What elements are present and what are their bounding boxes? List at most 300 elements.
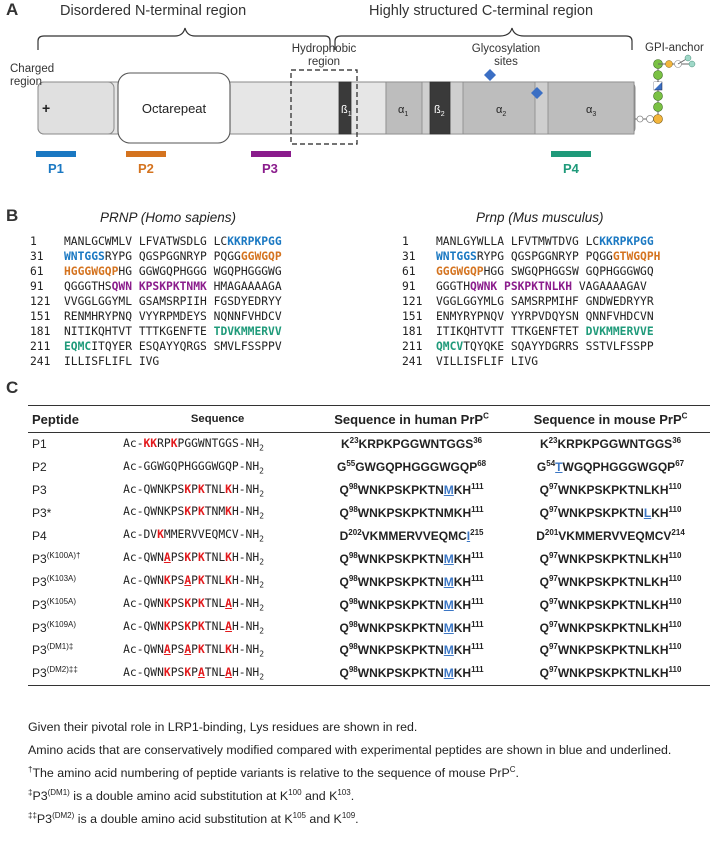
text-segment: 110 (668, 596, 682, 606)
text-segment: Q (339, 506, 349, 521)
text-segment: Q (339, 666, 349, 681)
text-segment: . (515, 766, 519, 780)
header-human-prp: Sequence in human PrP$^C$ (312, 406, 511, 433)
text-segment: WNKPSKPKTN (357, 551, 444, 566)
lysine-residue: K (163, 597, 171, 611)
human-species-title: PRNP (Homo sapiens) (100, 210, 237, 225)
text-segment: 23 (548, 436, 558, 446)
text-segment: P (191, 642, 198, 656)
text-segment: 68 (477, 459, 487, 469)
text-segment: P (191, 665, 198, 679)
text-segment: (DM2) (52, 810, 75, 820)
text-segment: KH (453, 620, 472, 635)
footnote-line (28, 789, 354, 803)
sequence-text: VGGLGGYMLG SAMSRPMIHF GNDWEDRYYR (436, 295, 654, 308)
text-segment: Given their pivotal role in LRP1-binding, Lys residues are shown in red. (28, 720, 418, 734)
text-segment: 97 (548, 642, 558, 652)
text-segment: 110 (668, 619, 682, 629)
alanine-substitution: A (197, 665, 205, 679)
sequence-line (30, 279, 282, 294)
text-segment: H-NH (231, 482, 260, 496)
peptide-table (28, 405, 710, 686)
text-segment: WNKPSKPKTNLKH (557, 483, 669, 498)
text-segment: WGQPHGGGWGQP (562, 460, 676, 475)
lysine-residue: KK (143, 436, 158, 450)
svg-text:ß2: $ß_2$ (434, 104, 445, 118)
highlighted-peptide-blue: KKRPKPGG (227, 235, 282, 248)
text-segment: P3 (32, 574, 47, 589)
lysine-residue: K (225, 574, 232, 588)
footnote-line (28, 766, 519, 780)
text-segment: KH (453, 574, 472, 589)
text-segment: 98 (348, 482, 358, 492)
header-peptide: Peptide (28, 406, 123, 433)
text-segment: KH (453, 643, 472, 658)
lysine-residue: K (184, 619, 192, 633)
modified-residue: M (443, 643, 454, 658)
octarepeat-label: Octarepeat (141, 101, 207, 116)
text-segment: 2 (259, 603, 265, 613)
structured-region-title: Highly structured C-terminal region (369, 3, 594, 19)
mouse-sequence-cell (511, 547, 710, 570)
text-segment: WNKPSKPKTN (357, 666, 444, 681)
sequence-line-number: 211 (30, 340, 51, 353)
alpha2-label: α (496, 104, 503, 116)
sequence-line-number: 61 (30, 265, 44, 278)
text-segment: 55 (346, 459, 356, 469)
text-segment: H-NH (231, 642, 260, 656)
text-segment: H-NH (231, 665, 260, 679)
alanine-substitution: A (225, 597, 232, 611)
text-segment: (K100A)† (46, 550, 81, 560)
text-segment: and K (305, 812, 342, 826)
gpi-anchor-icon (635, 55, 695, 124)
peptide-sequence-cell (123, 547, 312, 570)
lysine-residue: K (163, 574, 171, 588)
text-segment: WNKPSKPKTN (357, 574, 444, 589)
text-segment: Q (539, 551, 549, 566)
text-segment: 111 (471, 619, 484, 629)
text-segment: TNL (204, 551, 226, 565)
peptide-sequence-cell (123, 662, 312, 685)
modified-residue: M (443, 597, 454, 612)
text-segment: VKMMERVVEQMCV (558, 529, 672, 543)
peptide-sequence-cell (123, 456, 312, 479)
human-sequence-cell (312, 456, 511, 479)
sequence-line (402, 264, 660, 279)
text-segment: KRPKPGGWNTGGS (557, 437, 673, 452)
header-mouse-prp: Sequence in mouse PrP$^C$ (511, 406, 710, 433)
table-row (28, 593, 710, 616)
sequence-text: HGG SWGQPHGGSW GQPHGGGWGQ (483, 265, 654, 278)
highlighted-peptide-orange: GGWGQP (240, 250, 282, 263)
alanine-substitution: A (184, 642, 192, 656)
table-row (28, 479, 710, 502)
text-segment: 97 (548, 596, 558, 606)
text-segment: and K (301, 789, 338, 803)
sequence-line-number: 91 (402, 280, 416, 293)
sequence-line (30, 354, 282, 369)
text-segment: KH (651, 506, 669, 521)
sequence-line-number: 181 (30, 325, 51, 338)
lysine-residue: K (157, 528, 164, 542)
text-segment: 110 (668, 665, 682, 675)
human-sequence-cell (312, 662, 511, 685)
p3-label: P3 (262, 161, 278, 176)
panel-a-label: A (6, 0, 19, 19)
text-segment: P (191, 551, 198, 565)
text-segment: 2 (259, 626, 265, 636)
modified-residue: I (466, 529, 471, 543)
text-segment: Ac-QWN (123, 551, 164, 565)
text-segment: WNKPSKPKTN (357, 643, 444, 658)
sequence-line (30, 309, 282, 324)
human-sequence-cell (312, 525, 511, 548)
peptide-name-cell (28, 639, 123, 662)
disordered-region-brace (38, 28, 330, 50)
panel-a-domain-diagram (0, 0, 716, 200)
svg-text:α1: $\alpha_1$ (398, 104, 409, 118)
sequence-line (402, 294, 660, 309)
text-segment: 111 (471, 573, 484, 583)
peptide-sequence-cell (123, 479, 312, 502)
text-segment: K (539, 437, 549, 452)
text-segment: 2 (259, 557, 265, 567)
text-segment: P3 (36, 812, 53, 826)
text-segment: 98 (348, 665, 358, 675)
mouse-sequence-block (402, 234, 660, 369)
sequence-text: RYPG QGSPGGNRYP PQGG (476, 250, 613, 263)
text-segment: Q (339, 483, 349, 498)
sequence-line-number: 31 (30, 250, 44, 263)
text-segment: 2 (259, 649, 265, 659)
text-segment: 103 (337, 787, 351, 797)
peptide-name-cell (28, 593, 123, 616)
text-segment: 97 (548, 505, 558, 515)
text-segment: WNKPSKPKTN (357, 483, 444, 498)
lysine-residue: K (197, 505, 205, 519)
text-segment: 2 (259, 671, 265, 681)
text-segment: (K103A) (46, 573, 77, 583)
table-row (28, 616, 710, 639)
human-sequence-cell (312, 616, 511, 639)
text-segment: Q (539, 666, 549, 681)
sequence-line-number: 1 (30, 235, 37, 248)
sequence-text: ITQYER ESQAYYQRGS SMVLFSSPPV (91, 340, 282, 353)
text-segment: G (536, 460, 547, 475)
svg-text:α2: $\alpha_2$ (496, 104, 507, 118)
sequence-line-number: 61 (402, 265, 416, 278)
lysine-residue: K (225, 551, 232, 565)
modified-residue: M (443, 551, 454, 566)
peptide-sequence-cell (123, 433, 312, 456)
text-segment: 97 (548, 573, 558, 583)
text-segment: 111 (471, 505, 484, 515)
text-segment: C (509, 764, 516, 774)
text-segment: 110 (668, 642, 682, 652)
text-segment: H-NH (231, 574, 260, 588)
glycosylation-site-1-icon (484, 69, 496, 81)
alanine-substitution: A (225, 619, 232, 633)
text-segment: PS (170, 665, 185, 679)
p4-bar (551, 151, 591, 157)
text-segment: 97 (548, 550, 558, 560)
text-segment: Q (339, 597, 349, 612)
modified-residue: M (443, 620, 454, 635)
text-segment: Ac-QWN (123, 574, 164, 588)
highlighted-peptide-purple: QWNK PSKPKTNLKH (470, 280, 573, 293)
modified-residue: L (643, 506, 652, 521)
text-segment: VKMMERVVEQMC (361, 529, 467, 543)
text-segment: PGGWNTGGS-NH (177, 436, 260, 450)
text-segment: WNKPSKPKTNLKH (557, 666, 669, 681)
text-segment: TNM (204, 505, 226, 519)
text-segment: Q (539, 483, 549, 498)
peptide-name-cell (28, 502, 123, 525)
text-segment: WNKPSKPKTN (357, 620, 444, 635)
text-segment: (DM1) (47, 787, 70, 797)
human-sequence-cell (312, 502, 511, 525)
peptide-sequence-cell (123, 525, 312, 548)
charged-region-label: Charged region (10, 63, 55, 88)
sequence-line (402, 324, 660, 339)
sequence-line-number: 181 (402, 325, 423, 338)
p3-bar (251, 151, 291, 157)
text-segment: KH (453, 483, 472, 498)
human-sequence-cell (312, 593, 511, 616)
header-sequence: Sequence (123, 406, 312, 433)
text-segment: PS (170, 574, 185, 588)
sequence-text: VVGGLGGYML GSAMSRPIIH FGSDYEDRYY (64, 295, 282, 308)
text-segment: WNKPSKPKTNLKH (557, 551, 669, 566)
text-segment: Q (539, 506, 549, 521)
panel-b-label: B (6, 206, 19, 225)
sequence-text: TQYQKE SQAYYDGRRS SSTVLFSSPP (463, 340, 654, 353)
sequence-text: RENMHRYPNQ VYYRPMDEYS NQNNFVHDCV (64, 310, 282, 323)
text-segment: Q (339, 620, 349, 635)
text-segment: Ac-QWN (123, 619, 164, 633)
footnote-line (28, 812, 359, 826)
human-sequence-block (30, 234, 282, 369)
mouse-sequence-cell (511, 639, 710, 662)
text-segment: P2 (32, 460, 47, 475)
domain-diagram-svg (0, 0, 716, 200)
highlighted-peptide-green: TDVKMMERVV (213, 325, 282, 338)
gpi-anchor-label: GPI-anchor (645, 42, 704, 54)
text-segment: . (350, 789, 355, 803)
text-segment: 98 (348, 505, 358, 515)
text-segment: Q (339, 574, 349, 589)
text-segment: TNL (204, 482, 226, 496)
peptide-sequence-cell (123, 570, 312, 593)
p2-label: P2 (138, 161, 154, 176)
highlighted-peptide-green: DVKMMERVVE (585, 325, 654, 338)
text-segment: TNL (204, 642, 226, 656)
modified-residue: M (443, 574, 454, 589)
alpha1-label: α (398, 104, 405, 116)
peptide-name-cell (28, 433, 123, 456)
text-segment: 2 (259, 511, 265, 521)
lysine-residue: K (225, 505, 232, 519)
text-segment: The amino acid numbering of peptide variants is relative to the sequence of mouse PrP (32, 766, 510, 780)
text-segment: (K105A) (46, 596, 77, 606)
peptide-name-cell (28, 662, 123, 685)
table-row (28, 547, 710, 570)
text-segment: 36 (672, 436, 682, 446)
text-segment: Q (539, 643, 549, 658)
table-row (28, 570, 710, 593)
text-segment: PS (170, 597, 185, 611)
human-sequence-cell (312, 479, 511, 502)
text-segment: WNKPSKPKTN (357, 597, 444, 612)
peptide-sequence-cell (123, 593, 312, 616)
text-segment: PS (170, 642, 185, 656)
text-segment: KH (453, 666, 472, 681)
text-segment: KRPKPGGWNTGGS (358, 437, 474, 452)
text-segment: . (355, 812, 359, 826)
sequence-text: MANLGYWLLA LFVTMWTDVG LC (436, 235, 600, 248)
sequence-line (402, 249, 660, 264)
text-segment: (DM1)‡ (46, 642, 74, 652)
panel-c-label: C (6, 378, 19, 397)
text-segment: Ac- (123, 436, 144, 450)
sequence-line-number: 121 (30, 295, 51, 308)
text-segment: † (28, 764, 33, 774)
lysine-residue: K (163, 665, 171, 679)
text-segment: Q (539, 574, 549, 589)
lysine-residue: K (197, 574, 205, 588)
charged-plus-sign: + (42, 100, 51, 116)
text-segment: P3 (32, 483, 47, 498)
text-segment: is a double amino acid substitution at K (69, 789, 289, 803)
text-segment: (K109A) (46, 619, 77, 629)
lysine-residue: K (225, 642, 232, 656)
sequence-line (30, 234, 282, 249)
sequence-line (402, 354, 660, 369)
mouse-sequence-cell (511, 479, 710, 502)
text-segment: D (536, 529, 545, 543)
text-segment: 23 (349, 436, 359, 446)
svg-text:α3: $\alpha_3$ (586, 104, 597, 118)
text-segment: Ac-GGWGQPHGGGWGQP-NH (123, 459, 260, 473)
text-segment: 98 (348, 642, 358, 652)
mouse-sequence-cell (511, 433, 710, 456)
text-segment: 67 (675, 459, 685, 469)
lysine-residue: K (184, 665, 192, 679)
sequence-text: GGGTH (436, 280, 471, 293)
highlighted-peptide-blue: WNTGGS (436, 250, 477, 263)
sequence-text: VAGAAAAGAV (572, 280, 647, 293)
highlighted-peptide-green: EQMC (64, 340, 92, 353)
text-segment: is a double amino acid substitution at K (74, 812, 293, 826)
text-segment: WNKPSKPKTN (557, 506, 644, 521)
mouse-sequence-cell (511, 662, 710, 685)
text-segment: 110 (668, 550, 682, 560)
footnote-line (28, 720, 417, 734)
text-segment: 98 (348, 596, 358, 606)
sequence-line-number: 211 (402, 340, 423, 353)
table-row (28, 502, 710, 525)
text-segment: 54 (546, 459, 556, 469)
peptide-name-cell (28, 479, 123, 502)
alanine-substitution: A (163, 642, 171, 656)
text-segment: 202 (348, 528, 362, 537)
text-segment: WNKPSKPKTNLKH (557, 574, 669, 589)
text-segment: Ac-QWNKPS (123, 505, 185, 519)
text-segment: 36 (473, 436, 483, 446)
sequence-line-number: 91 (30, 280, 44, 293)
text-segment: TNL (204, 665, 226, 679)
text-segment: Ac-QWN (123, 665, 164, 679)
lysine-residue: K (184, 505, 192, 519)
text-segment: 111 (471, 642, 484, 652)
text-segment: 97 (548, 665, 558, 675)
text-segment: 214 (671, 528, 685, 537)
text-segment: WNKPSKPKTNMKH (357, 506, 472, 521)
text-segment: P (191, 597, 198, 611)
text-segment: 110 (668, 482, 682, 492)
highlighted-peptide-blue: KKRPKPGG (599, 235, 654, 248)
text-segment: 2 (259, 488, 265, 498)
p1-label: P1 (48, 161, 64, 176)
text-segment: Ac-DV (123, 528, 158, 542)
text-segment: P3 (32, 643, 47, 658)
footnote-line (28, 743, 671, 757)
text-segment: 201 (544, 528, 559, 537)
mouse-sequence-cell (511, 593, 710, 616)
text-segment: 111 (471, 482, 484, 492)
mouse-sequence-cell (511, 502, 710, 525)
highlighted-peptide-blue: WNTGGS (64, 250, 105, 263)
text-segment: G (336, 460, 347, 475)
text-segment: PS (170, 619, 185, 633)
sequence-line (30, 294, 282, 309)
mouse-sequence-cell (511, 616, 710, 639)
text-segment: 111 (471, 596, 484, 606)
text-segment: GWGQPHGGGWGQP (355, 460, 478, 475)
text-segment: TNL (204, 619, 226, 633)
human-sequence-cell (312, 433, 511, 456)
modified-residue: M (443, 666, 454, 681)
sequence-line-number: 151 (402, 310, 423, 323)
peptide-name-cell (28, 456, 123, 479)
highlighted-peptide-orange: HGGGWGQP (64, 265, 119, 278)
text-segment: TNL (204, 597, 226, 611)
mouse-sequence-cell (511, 570, 710, 593)
p2-bar (126, 151, 166, 157)
text-segment: P3 (32, 551, 47, 566)
text-segment: 98 (348, 619, 358, 629)
peptide-sequence-cell (123, 616, 312, 639)
lysine-residue: K (197, 597, 205, 611)
text-segment: 97 (548, 619, 558, 629)
text-segment: 105 (292, 810, 306, 820)
modified-residue: M (443, 483, 454, 498)
text-segment: P3* (32, 506, 52, 521)
sequence-line (402, 279, 660, 294)
text-segment: P (191, 574, 198, 588)
sequence-line (30, 264, 282, 279)
sequence-text: RYPG QGSPGGNRYP PQGG (104, 250, 241, 263)
alanine-substitution: A (184, 574, 192, 588)
text-segment: 2 (259, 580, 265, 590)
sequence-text: QGGGTHS (64, 280, 112, 293)
sequence-line (30, 339, 282, 354)
text-segment: MMERVVEQMCV-NH (163, 528, 260, 542)
text-segment: Q (539, 597, 549, 612)
sequence-line-number: 31 (402, 250, 416, 263)
peptide-name-cell (28, 525, 123, 548)
